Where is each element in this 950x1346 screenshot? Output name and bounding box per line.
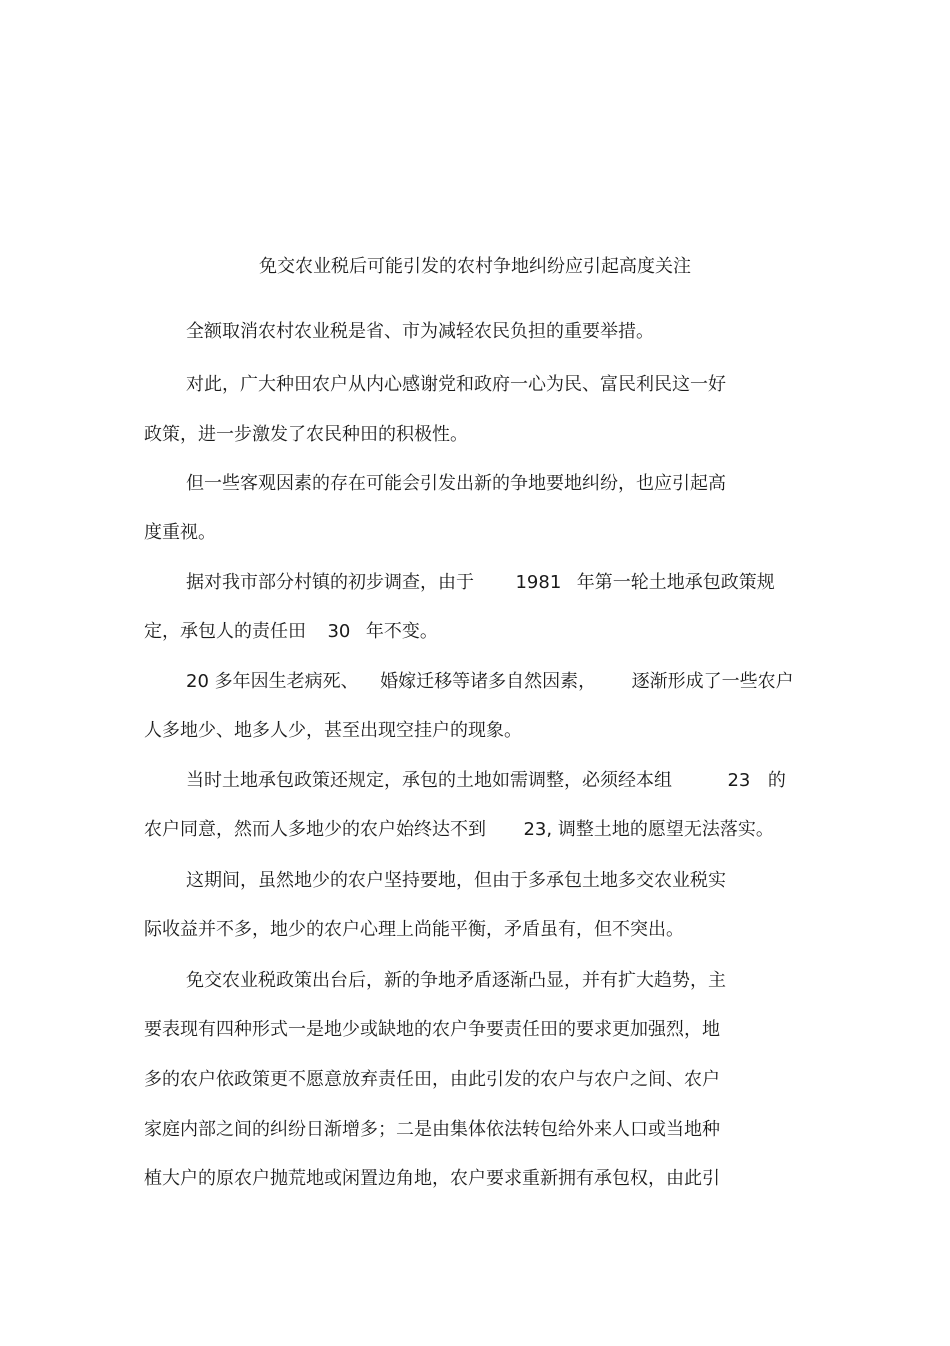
text-run: 20 多年因生老病死、 — [186, 671, 359, 692]
text-run: 对此，广大种田农户从内心感谢党和政府一心为民、富民利民这一好 — [186, 374, 726, 395]
text-run: 多的农户依政策更不愿意放弃责任田，由此引发的农户与农户之间、农户 — [144, 1069, 720, 1090]
text-run: 家庭内部之间的纠纷日渐增多；二是由集体依法转包给外来人口或当地种 — [144, 1119, 720, 1140]
text-run: 这期间，虽然地少的农户坚持要地，但由于多承包土地多交农业税实 — [186, 870, 726, 891]
number-run: 23 — [727, 770, 751, 791]
text-run: 但一些客观因素的存在可能会引发出新的争地要地纠纷，也应引起高 — [186, 473, 726, 494]
document-title: 免交农业税后可能引发的农村争地纠纷应引起高度关注 — [259, 256, 691, 277]
paragraph-line — [144, 423, 468, 447]
number-run: 1981 — [515, 572, 562, 593]
text-run: 际收益并不多，地少的农户心理上尚能平衡，矛盾虽有，但不突出。 — [144, 919, 684, 940]
text-run: 婚嫁迁移等诸多自然因素， — [380, 671, 597, 692]
paragraph-line — [186, 869, 726, 893]
paragraph-line — [186, 571, 775, 595]
paragraph-line — [144, 1068, 720, 1092]
paragraph-line — [144, 620, 438, 644]
paragraph-line — [144, 719, 522, 743]
paragraph-line — [144, 1167, 720, 1191]
text-run: 农户同意，然而人多地少的农户始终达不到 — [144, 819, 486, 840]
text-run: 年不变。 — [365, 621, 438, 642]
text-run: 当时土地承包政策还规定，承包的土地如需调整，必须经本组 — [186, 770, 672, 791]
text-run: 23, 调整土地的愿望无法落实。 — [523, 819, 774, 840]
paragraph-line — [186, 670, 794, 694]
text-run: 的 — [767, 770, 786, 791]
text-run: 政策，进一步激发了农民种田的积极性。 — [144, 424, 468, 445]
text-run: 人多地少、地多人少，甚至出现空挂户的现象。 — [144, 720, 522, 741]
paragraph-line — [144, 521, 216, 545]
paragraph-line — [186, 769, 786, 793]
paragraph-line — [186, 373, 726, 397]
paragraph-line — [186, 320, 654, 344]
text-run: 免交农业税政策出台后，新的争地矛盾逐渐凸显，并有扩大趋势，主 — [186, 970, 726, 991]
paragraph-line — [144, 918, 684, 942]
text-run: 据对我市部分村镇的初步调查，由于 — [186, 572, 474, 593]
paragraph-line — [144, 1118, 720, 1142]
text-run: 逐渐形成了一些农户 — [631, 671, 794, 692]
number-run: 30 — [327, 621, 351, 642]
text-run: 定，承包人的责任田 — [144, 621, 306, 642]
paragraph-line — [144, 1018, 720, 1042]
text-run: 度重视。 — [144, 522, 216, 543]
paragraph-line — [144, 818, 774, 842]
text-run: 植大户的原农户抛荒地或闲置边角地，农户要求重新拥有承包权，由此引 — [144, 1168, 720, 1189]
text-run: 要表现有四种形式一是地少或缺地的农户争要责任田的要求更加强烈，地 — [144, 1019, 720, 1040]
text-run: 年第一轮土地承包政策规 — [576, 572, 775, 593]
paragraph-line — [186, 969, 726, 993]
text-run: 全额取消农村农业税是省、市为减轻农民负担的重要举措。 — [186, 321, 654, 342]
paragraph-line — [186, 472, 726, 496]
